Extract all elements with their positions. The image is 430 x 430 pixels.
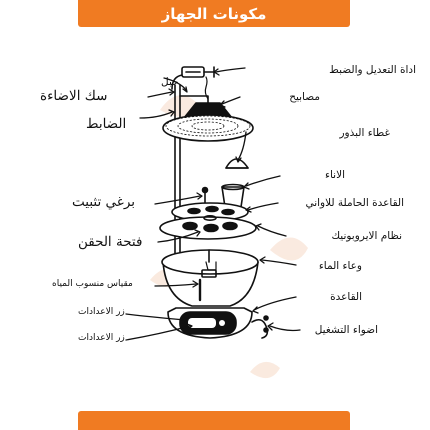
page-title: مكونات الجهاز	[161, 4, 267, 23]
label-fix-screw: برغي تثبيت	[72, 194, 136, 210]
bottom-bar	[78, 411, 350, 430]
label-vessel-base: القاعدة الحاملة للاواني	[305, 197, 404, 209]
label-aeroponic: نظام الايروبونيك	[331, 230, 402, 242]
lamp-arm	[180, 96, 208, 103]
label-lamps: مصابيح	[289, 91, 320, 103]
label-vessel: الاناء	[325, 169, 345, 181]
label-base: القاعدة	[330, 291, 362, 303]
label-water-gauge: مقياس منسوب المياه	[52, 279, 133, 289]
label-seed-cover: غطاء البذور	[339, 127, 390, 139]
base	[168, 308, 252, 338]
label-adjust-tool: اداة التعديل والضبط	[329, 64, 416, 76]
water-tank	[162, 250, 258, 306]
label-light-wire: سك الاضاءة	[40, 88, 108, 104]
label-settings-2: زر الاعدادات	[78, 333, 125, 343]
label-power-lights: اضواء التشغيل	[314, 324, 378, 336]
label-controller: الضابط	[86, 116, 127, 132]
title-bar	[78, 0, 350, 27]
label-inject-hole: فتحة الحقن	[78, 234, 143, 250]
label-water-tank: وعاء الماء	[318, 260, 362, 272]
light-panel	[163, 115, 253, 141]
label-rope: حبل	[161, 76, 179, 88]
label-settings-1: زر الاعدادات	[78, 307, 125, 317]
